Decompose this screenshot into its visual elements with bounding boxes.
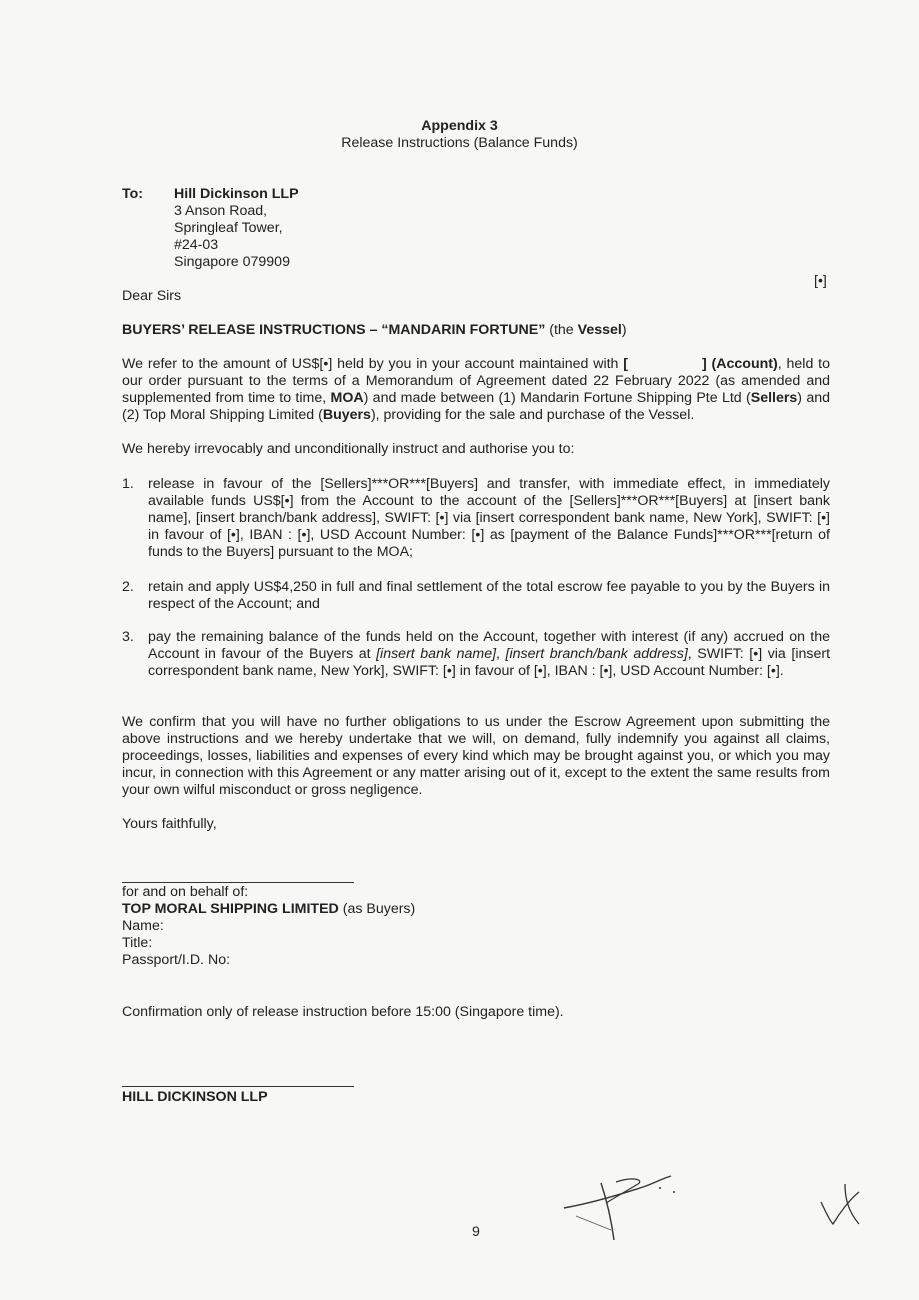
buyer-company [122, 901, 415, 918]
page-number: 9 [472, 1224, 480, 1240]
list-item: release in favour of the [Sellers]***OR***[Buyers] and transfer, with immediate effect, in immediately available funds US$[•] from the Account to the account of the [Sellers]***OR***[Buyers] at [insert bank name], [insert branch/bank address], SWIFT: [•] via [insert correspondent bank name, New York], SWIFT: [•] in favour of [•], IBAN : [•], USD Account Number: [•] as [payment of the Balance Funds]***OR***[return of funds to the Buyers] pursuant to the MOA; [148, 476, 830, 560]
title-label: Title: [122, 935, 153, 951]
sellers-term: Sellers [750, 390, 798, 406]
name-label: Name: [122, 918, 164, 934]
closing: Yours faithfully, [122, 816, 217, 832]
on-behalf-label: for and on behalf of: [122, 884, 249, 900]
para1-text: , held to our order pursuant to the terms of a Memorandum of Agreement dated 22 February 2022 (as amended and supplemented from time to time, [122, 356, 830, 406]
buyer-signature-block [122, 884, 415, 969]
appendix-title: Appendix 3 [421, 118, 498, 134]
list-item-text: , SWIFT: [•] via [insert correspondent bank name, New York], SWIFT: [•] in favour of [•], IBAN : [•], USD Account Number: [•]. [148, 646, 831, 679]
buyers-term: Buyers [322, 407, 371, 423]
list-item-number: 1. [122, 476, 134, 492]
hd-signature-name: HILL DICKINSON LLP [122, 1089, 268, 1105]
list-item-text: , [496, 646, 506, 662]
moa-term: MOA [330, 390, 364, 406]
list-item-text: pay the remaining balance of the funds held on the Account, together with interest (if any) accrued on the Account in favour of the Buyers at [148, 629, 830, 662]
hd-signature-line [122, 1086, 354, 1087]
instruction-intro: We hereby irrevocably and unconditionally instruct and authorise you to: [122, 441, 575, 457]
indemnity-paragraph: We confirm that you will have no further obligations to us under the Escrow Agreement upon submitting the above instructions and we hereby undertake that we will, on demand, fully indemnify you against all claims, proceedings, losses, liabilities and expenses of every kind which may be brought against you, or which you may incur, in connection with this Agreement or any matter arising out of it, except to the extent the same results from your own wilful misconduct or gross negligence. [122, 714, 830, 798]
addressee-name: Hill Dickinson LLP [174, 186, 299, 202]
buyer-signature-line [122, 882, 354, 883]
para1-text: ), providing for the sale and purchase of the Vessel. [370, 407, 695, 423]
address-line: Springleaf Tower, [174, 220, 283, 236]
para1-text: ) and made between (1) Mandarin Fortune Shipping Pte Ltd ( [363, 390, 751, 406]
addressee-block [174, 186, 299, 271]
buyer-company-name: TOP MORAL SHIPPING LIMITED [122, 901, 339, 917]
bank-placeholder-close: ] [702, 356, 707, 372]
appendix-subtitle: Release Instructions (Balance Funds) [341, 135, 578, 151]
buyer-company-role: (as Buyers) [338, 901, 416, 917]
list-item-number: 2. [122, 579, 134, 595]
bank-address-placeholder: [insert branch/bank address] [505, 646, 688, 662]
address-line: Singapore 079909 [174, 254, 290, 270]
para1-text: ) and (2) Top Moral Shipping Limited ( [122, 390, 831, 423]
subject-vessel: Vessel [577, 322, 622, 338]
bank-name-placeholder: [insert bank name] [376, 646, 497, 662]
list-item-number: 3. [122, 629, 134, 645]
handwritten-initials-signature [556, 1168, 686, 1248]
bank-placeholder-open: [ [623, 356, 628, 372]
address-line: #24-03 [174, 237, 219, 253]
subject-title: BUYERS’ RELEASE INSTRUCTIONS – “MANDARIN FORTUNE” [122, 322, 546, 338]
date-placeholder: [•] [814, 273, 827, 289]
address-line: 3 Anson Road, [174, 203, 268, 219]
subject-text: (the [545, 322, 578, 338]
confirmation-text: Confirmation only of release instruction before 15:00 (Singapore time). [122, 1004, 564, 1020]
reference-paragraph [122, 356, 830, 424]
passport-label: Passport/I.D. No: [122, 952, 231, 968]
account-term: (Account) [706, 356, 778, 372]
handwritten-initials-mark [815, 1180, 865, 1230]
subject-line [122, 322, 830, 339]
list-item: retain and apply US$4,250 in full and final settlement of the total escrow fee payable to you by the Buyers in respect of the Account; and [148, 579, 830, 612]
salutation: Dear Sirs [122, 288, 182, 304]
para1-text: We refer to the amount of US$[•] held by you in your account maintained with [122, 356, 624, 372]
subject-close: ) [621, 322, 627, 338]
to-label: To: [122, 186, 144, 202]
list-item [148, 629, 830, 680]
